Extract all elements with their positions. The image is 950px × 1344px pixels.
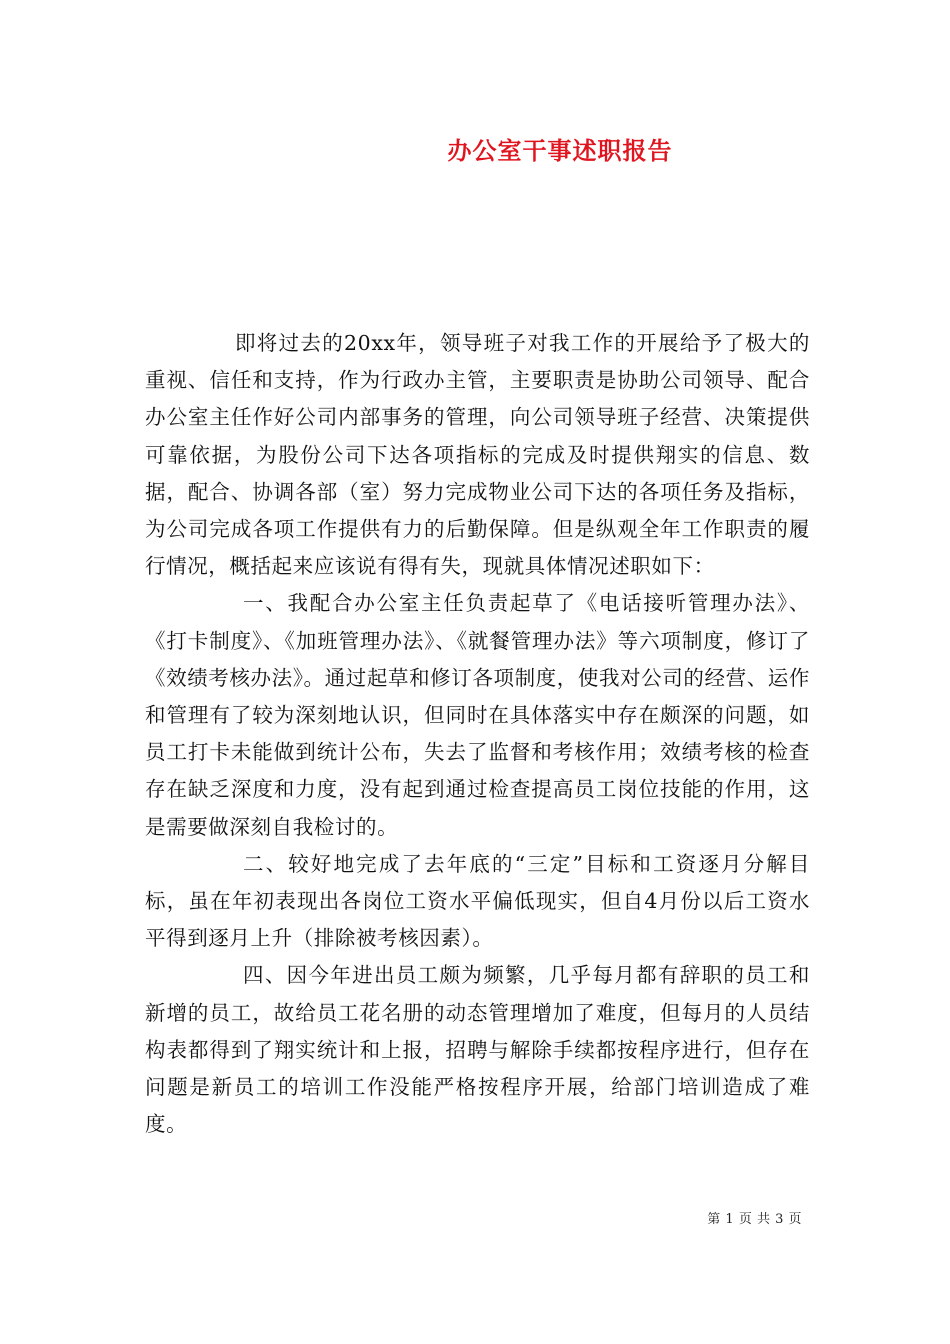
paragraph-section-one: 一、我配合办公室主任负责起草了《电话接听管理办法》、《打卡制度》、《加班管理办法》、《就餐管理办法》等六项制度，修订了《效绩考核办法》。通过起草和修订各项制度，使我对公司的经营、运作和管理有了较为深刻地认识，但同时在具体落实中存在颇深的问题，如员工打卡未能做到统计公布，失去了监督和考核作用；效绩考核的检查存在缺乏深度和力度，没有起到通过检查提高员工岗位技能的作用，这是需要做深刻自我检讨的。 bbox=[145, 591, 810, 839]
paragraph-section-two: 二、较好地完成了去年底的“三定”目标和工资逐月分解目标，虽在年初表现出各岗位工资水平偏低现实，但自4月份以后工资水平得到逐月上升（排除被考核因素）。 bbox=[145, 851, 810, 951]
paragraph-intro: 即将过去的20xx年，领导班子对我工作的开展给予了极大的重视、信任和支持，作为行政办主管，主要职责是协助公司领导、配合办公室主任作好公司内部事务的管理，向公司领导班子经营、决策提供可靠依据，为股份公司下达各项指标的完成及时提供翔实的信息、数据，配合、协调各部（室）努力完成物业公司下达的各项任务及指标，为公司完成各项工作提供有力的后勤保障。但是纵观全年工作职责的履行情况，概括起来应该说有得有失，现就具体情况述职如下： bbox=[145, 331, 810, 579]
document-title: 办公室干事述职报告 bbox=[447, 136, 673, 165]
paragraph-section-four: 四、因今年进出员工颇为频繁，几乎每月都有辞职的员工和新增的员工，故给员工花名册的动态管理增加了难度，但每月的人员结构表都得到了翔实统计和上报，招聘与解除手续都按程序进行，但存在问题是新员工的培训工作没能严格按程序开展，给部门培训造成了难度。 bbox=[145, 963, 810, 1137]
page-number-footer: 第 1 页 共 3 页 bbox=[707, 1212, 802, 1227]
document-body bbox=[145, 325, 810, 1143]
